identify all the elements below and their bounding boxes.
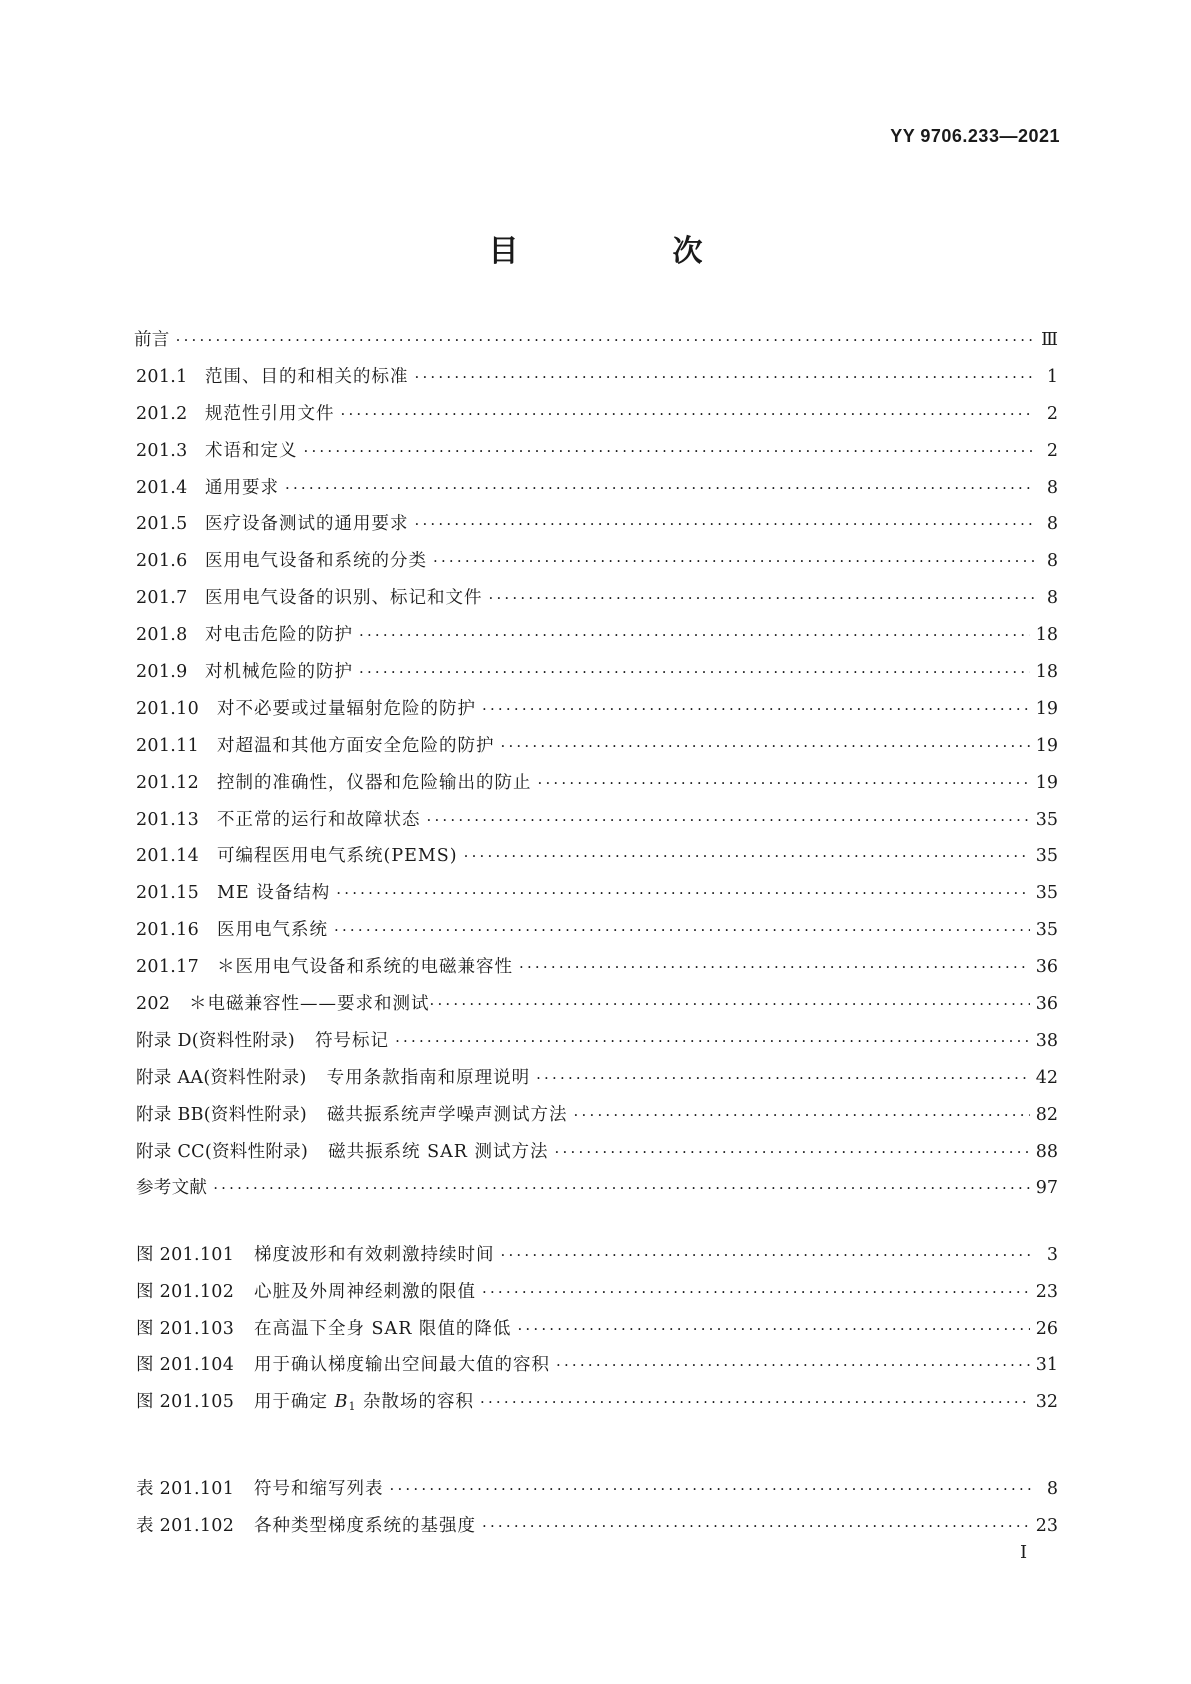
toc-entry-title: 对超温和其他方面安全危险的防护	[217, 735, 495, 756]
toc-entry-foreword[interactable]	[134, 326, 1058, 363]
toc-entry-page: 8	[1046, 477, 1058, 498]
toc-entry-page: 35	[1035, 809, 1058, 830]
toc-entry[interactable]	[136, 621, 1058, 658]
dot-leader	[574, 1106, 1030, 1124]
dot-leader	[415, 515, 1035, 533]
dot-leader	[501, 737, 1030, 755]
toc-entry-title: 对机械危险的防护	[205, 662, 353, 683]
toc-entry[interactable]	[136, 695, 1058, 732]
toc-entry-title: 通用要求	[205, 477, 279, 498]
toc-entry[interactable]	[136, 879, 1058, 916]
toc-entry-number: 201.9	[136, 662, 188, 683]
toc-figure-number: 图 201.102	[136, 1281, 235, 1302]
toc-entry-title: 磁共振系统 SAR 测试方法	[328, 1141, 549, 1162]
dot-leader	[341, 405, 1035, 423]
toc-entry-number: 201.7	[136, 588, 188, 609]
toc-table-number: 表 201.101	[136, 1479, 235, 1499]
toc-figure-entry[interactable]	[136, 1278, 1058, 1315]
toc-table-number: 表 201.102	[136, 1515, 235, 1536]
toc-entry-title: ＊医用电气设备和系统的电磁兼容性	[217, 957, 513, 978]
toc-entry-title: 医用电气设备和系统的分类	[205, 551, 427, 572]
standard-code: YY 9706.233—2021	[890, 126, 1060, 146]
dot-leader	[336, 884, 1029, 902]
dot-leader	[464, 847, 1030, 865]
toc-entry-number: 201.15	[136, 883, 200, 904]
toc-entry[interactable]	[136, 916, 1058, 953]
dot-leader	[359, 663, 1030, 681]
toc-entry[interactable]	[136, 400, 1058, 437]
toc-entry-page: 82	[1035, 1104, 1058, 1125]
dot-leader	[430, 995, 1030, 1013]
toc-entry[interactable]	[136, 437, 1058, 474]
toc-entry-page: 2	[1046, 403, 1058, 424]
toc-entry-annex[interactable]	[136, 1138, 1058, 1175]
toc-entry-annex[interactable]	[136, 1101, 1058, 1138]
toc-entry-page: 18	[1035, 625, 1058, 646]
dot-leader	[482, 1283, 1030, 1301]
toc-entry[interactable]	[136, 769, 1058, 806]
toc-entry-page: 26	[1035, 1318, 1058, 1339]
dot-leader	[555, 1143, 1030, 1161]
toc-figure-entry[interactable]	[136, 1351, 1058, 1388]
toc-entry[interactable]	[136, 953, 1058, 990]
toc-entry-number: 201.17	[136, 957, 200, 978]
toc-entry-title: 范围、目的和相关的标准	[205, 366, 409, 387]
toc-entry-label: 前言	[134, 330, 170, 350]
page-number: I	[1020, 1542, 1028, 1563]
toc-entry-page: 2	[1046, 440, 1058, 461]
toc-entry-title: 不正常的运行和故障状态	[217, 809, 421, 830]
dot-leader	[480, 1393, 1030, 1411]
toc-entry-page: 1	[1046, 366, 1058, 387]
toc-entry-annex[interactable]	[136, 1027, 1058, 1064]
toc-entry-title: ME 设备结构	[217, 883, 331, 904]
toc-entry-number: 201.8	[136, 625, 188, 646]
toc-entry-label: 参考文献	[136, 1178, 208, 1199]
toc-figure-entry[interactable]	[136, 1388, 1058, 1425]
toc-entry[interactable]	[136, 547, 1058, 584]
toc-title: 目 次	[488, 234, 765, 269]
toc-entry[interactable]	[136, 363, 1058, 400]
toc-entry-number: 201.1	[136, 366, 188, 387]
title-text-post: 杂散场的容积	[356, 1392, 474, 1413]
toc-entry-number: 202	[136, 994, 171, 1015]
toc-entry[interactable]	[136, 806, 1058, 843]
toc-table-entry[interactable]	[136, 1512, 1058, 1549]
toc-entry[interactable]	[136, 990, 1058, 1027]
toc-entry-title: ＊电磁兼容性——要求和测试	[189, 994, 430, 1015]
dot-leader	[489, 589, 1035, 607]
toc-entry-page: 19	[1035, 698, 1058, 719]
dot-leader	[285, 479, 1034, 497]
toc-entry-page: 8	[1046, 551, 1058, 572]
toc-entry-page: 19	[1035, 735, 1058, 756]
dot-leader	[415, 368, 1035, 386]
dot-leader	[519, 958, 1030, 976]
toc-entry-title: 专用条款指南和原理说明	[326, 1067, 531, 1088]
dot-leader	[304, 442, 1035, 460]
toc-entry-number: 201.4	[136, 477, 188, 498]
symbol-subscript: 1	[348, 1400, 357, 1414]
toc-entry-annex-label: 附录 CC(资料性附录)	[136, 1141, 309, 1162]
toc-entry-page: 8	[1046, 1479, 1058, 1499]
toc-entry-title: 对电击危险的防护	[205, 625, 353, 646]
toc-entry-page: 23	[1035, 1515, 1058, 1536]
title-text-pre: 用于确定	[254, 1392, 335, 1413]
toc-entry-annex-label: 附录 AA(资料性附录)	[136, 1067, 307, 1088]
toc-entry-page: 19	[1035, 772, 1058, 793]
toc-entry-number: 201.3	[136, 440, 188, 461]
toc-entry-title: 符号标记	[315, 1030, 390, 1051]
toc-entry-number: 201.2	[136, 403, 188, 424]
dot-leader	[501, 1246, 1035, 1264]
toc-entry-title: 对不必要或过量辐射危险的防护	[217, 698, 476, 719]
dot-leader	[390, 1480, 1035, 1498]
toc-table-title: 符号和缩写列表	[254, 1479, 384, 1499]
dot-leader	[433, 552, 1034, 570]
dot-leader	[538, 774, 1030, 792]
dot-leader	[334, 921, 1030, 939]
toc-entry-page: 32	[1035, 1392, 1058, 1413]
toc-entry-title: 可编程医用电气系统(PEMS)	[217, 846, 458, 867]
dot-leader	[395, 1032, 1030, 1050]
toc-entry[interactable]	[136, 584, 1058, 621]
toc-entry-number: 201.6	[136, 551, 188, 572]
toc-figure-title: 心脏及外周神经刺激的限值	[254, 1281, 476, 1302]
toc-entry-page: 35	[1035, 846, 1058, 867]
toc-entry[interactable]	[136, 842, 1058, 879]
toc-entry-references[interactable]	[136, 1174, 1058, 1211]
symbol-b: B	[334, 1392, 349, 1413]
toc-figure-list	[136, 1241, 1058, 1425]
toc-figure-title: 梯度波形和有效刺激持续时间	[254, 1245, 495, 1265]
dot-leader	[556, 1356, 1030, 1374]
toc-entry-number: 201.14	[136, 846, 200, 867]
toc-entry-page: 23	[1035, 1281, 1058, 1302]
dot-leader	[482, 1517, 1030, 1535]
toc-entry-page: 3	[1046, 1245, 1058, 1265]
dot-leader	[176, 331, 1034, 349]
toc-entry-page: 97	[1035, 1178, 1058, 1199]
toc-figure-number: 图 201.104	[136, 1355, 235, 1376]
toc-entry-page: 18	[1035, 662, 1058, 683]
toc-entry-title: 磁共振系统声学噪声测试方法	[327, 1104, 568, 1125]
toc-figure-number: 图 201.101	[136, 1245, 235, 1265]
dot-leader	[359, 626, 1030, 644]
toc-table-entry[interactable]	[136, 1475, 1058, 1512]
toc-entry-annex-label: 附录 D(资料性附录)	[136, 1030, 296, 1051]
toc-figure-title: 用于确认梯度输出空间最大值的容积	[254, 1355, 550, 1376]
toc-entry-page: 38	[1035, 1030, 1058, 1051]
toc-entry[interactable]	[136, 474, 1058, 511]
toc-entry-page: 31	[1035, 1355, 1058, 1376]
toc-figure-number: 图 201.105	[136, 1392, 235, 1413]
toc-entry-page: 35	[1035, 883, 1058, 904]
toc-entry-title: 医用电气设备的识别、标记和文件	[205, 588, 483, 609]
toc-entry-title: 术语和定义	[205, 440, 298, 461]
toc-entry-page: 36	[1035, 957, 1058, 978]
toc-figure-number: 图 201.103	[136, 1318, 235, 1339]
toc-entry-title: 医疗设备测试的通用要求	[205, 514, 409, 535]
dot-leader	[536, 1069, 1030, 1087]
toc-entry-page: 88	[1035, 1141, 1058, 1162]
toc-entry-title: 控制的准确性，仪器和危险输出的防止	[217, 772, 532, 793]
toc-entry[interactable]	[136, 510, 1058, 547]
toc-figure-title	[254, 1388, 474, 1413]
toc-entry-number: 201.16	[136, 920, 200, 941]
dot-leader	[517, 1320, 1029, 1338]
dot-leader	[482, 700, 1030, 718]
toc-figure-entry[interactable]	[136, 1241, 1058, 1278]
toc-entry[interactable]	[136, 658, 1058, 695]
toc-entry-number: 201.10	[136, 698, 200, 719]
toc-entry-number: 201.13	[136, 809, 200, 830]
toc-entry-annex[interactable]	[136, 1064, 1058, 1101]
toc-entry-page: Ⅲ	[1041, 330, 1058, 350]
toc-entry-number: 201.11	[136, 735, 200, 756]
toc-entry-number: 201.12	[136, 772, 200, 793]
dot-leader	[427, 811, 1030, 829]
toc-entry-title: 规范性引用文件	[205, 403, 335, 424]
toc-main-list	[136, 326, 1058, 1211]
toc-figure-entry[interactable]	[136, 1315, 1058, 1352]
dot-leader	[213, 1179, 1030, 1197]
toc-table-list	[136, 1475, 1058, 1549]
toc-entry-page: 8	[1046, 588, 1058, 609]
toc-entry-title: 医用电气系统	[217, 920, 328, 941]
toc-table-title: 各种类型梯度系统的基强度	[254, 1515, 476, 1536]
toc-entry-number: 201.5	[136, 514, 188, 535]
toc-entry[interactable]	[136, 732, 1058, 769]
toc-entry-page: 8	[1046, 514, 1058, 535]
toc-entry-page: 42	[1035, 1067, 1058, 1088]
toc-entry-annex-label: 附录 BB(资料性附录)	[136, 1104, 308, 1125]
toc-entry-page: 35	[1035, 920, 1058, 941]
toc-figure-title: 在高温下全身 SAR 限值的降低	[254, 1318, 512, 1339]
toc-entry-page: 36	[1035, 994, 1058, 1015]
